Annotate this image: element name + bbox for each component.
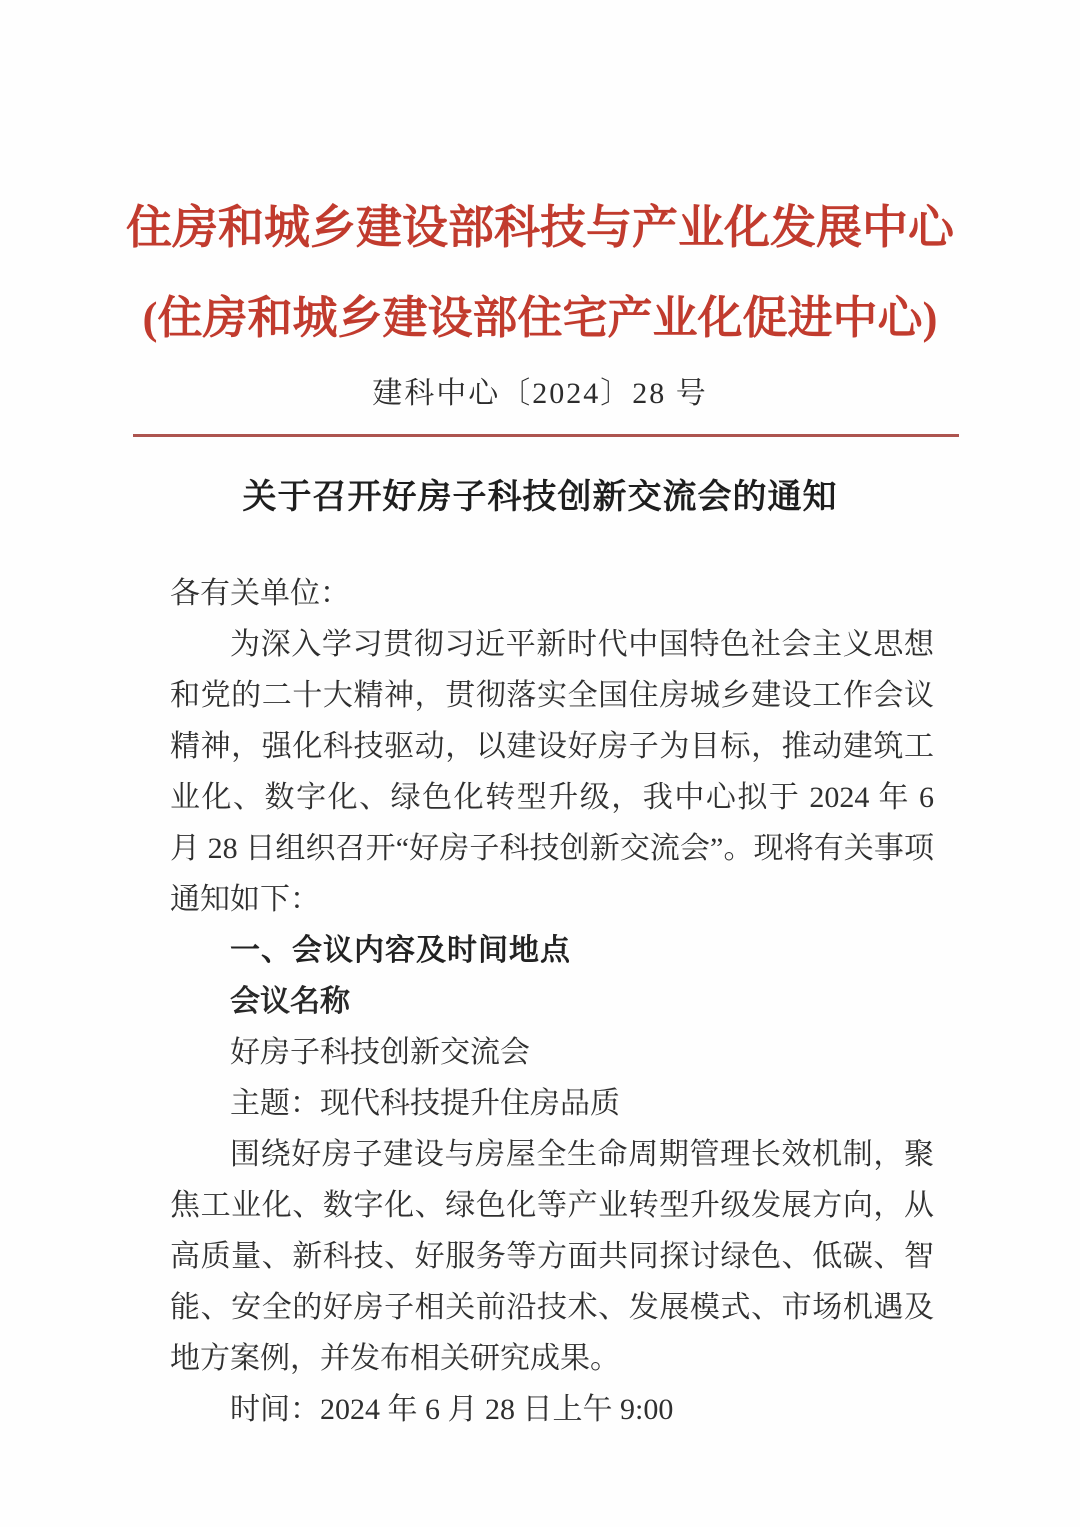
letterhead: [0, 0, 1080, 353]
notice-body: [170, 568, 934, 1435]
meeting-name-label: 会议名称: [230, 985, 350, 1018]
meeting-time: 时间：2024 年 6 月 28 日上午 9:00: [230, 1393, 674, 1426]
red-separator-line: [133, 434, 959, 437]
paragraph-scope: 围绕好房子建设与房屋全生命周期管理长效机制，聚焦工业化、数字化、绿色化等产业转型升级发展方向，从高质量、新科技、好服务等方面共同探讨绿色、低碳、智能、安全的好房子相关前沿技术、发展模式、市场机遇及地方案例，并发布相关研究成果。: [170, 1138, 934, 1375]
org-name-line1: 住房和城乡建设部科技与产业化发展中心: [126, 202, 954, 253]
salutation: 各有关单位：: [170, 577, 350, 610]
meeting-theme: 主题：现代科技提升住房品质: [230, 1087, 620, 1120]
org-name-line2: (住房和城乡建设部住宅产业化促进中心): [142, 293, 938, 343]
paragraph-intro: 为深入学习贯彻习近平新时代中国特色社会主义思想和党的二十大精神，贯彻落实全国住房城乡建设工作会议精神，强化科技驱动，以建设好房子为目标，推动建筑工业化、数字化、绿色化转型升级，我中心拟于 2024 年 6 月 28 日组织召开“好房子科技创新交流会”。现将有关事项通知如下：: [170, 628, 934, 916]
section-heading-1: 一、会议内容及时间地点: [230, 934, 571, 967]
notice-title: 关于召开好房子科技创新交流会的通知: [242, 479, 838, 516]
meeting-name-value: 好房子科技创新交流会: [230, 1036, 530, 1069]
doc-number: 建科中心〔2024〕28 号: [372, 377, 708, 410]
